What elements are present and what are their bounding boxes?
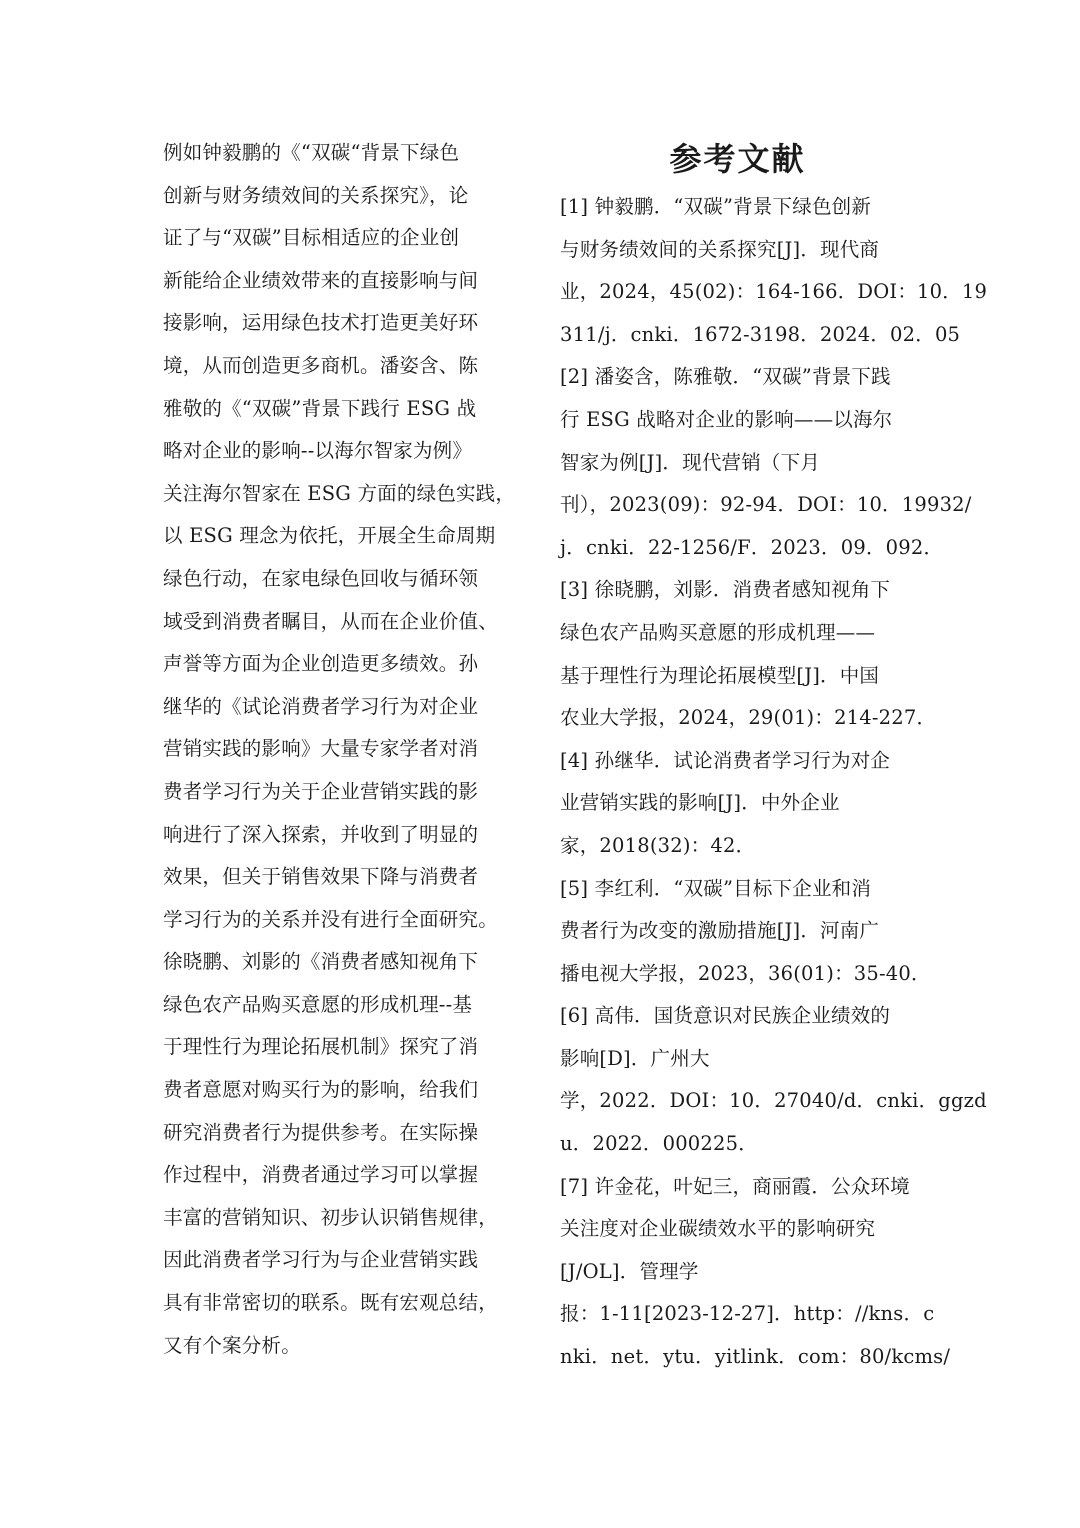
body-line: 继华的《试论消费者学习行为对企业 [163,694,479,718]
body-line: 域受到消费者瞩目，从而在企业价值、 [163,609,498,633]
body-line: 学习行为的关系并没有进行全面研究。 [163,907,498,931]
body-line: 绿色农产品购买意愿的形成机理--基 [163,992,473,1016]
reference-line: [J/OL]．管理学 [560,1259,699,1283]
reference-line: 费者行为改变的激励措施[J]．河南广 [560,919,880,943]
body-line: 研究消费者行为提供参考。在实际操 [163,1120,479,1144]
references-section [560,132,988,1379]
reference-line: 311/j．cnki．1672-3198．2024．02．05 [560,322,961,346]
body-line: 丰富的营销知识、初步认识销售规律， [163,1205,498,1229]
reference-line: [5] 李红利．“双碳”目标下企业和消 [560,876,872,900]
reference-line: 报：1-11[2023-12-27]．http：//kns．c [560,1302,935,1326]
body-line: 接影响，运用绿色技术打造更美好环 [163,311,479,335]
body-line: 关注海尔智家在 ESG 方面的绿色实践， [163,481,516,505]
reference-line: [4] 孙继华．试论消费者学习行为对企 [560,748,891,772]
reference-line: 刊），2023(09)：92-94．DOI：10．19932/ [560,493,972,517]
body-line: 费者意愿对购买行为的影响，给我们 [163,1078,479,1102]
body-line: 创新与财务绩效间的关系探究》，论 [163,183,469,207]
body-line: 营销实践的影响》大量专家学者对消 [163,737,479,761]
body-line: 因此消费者学习行为与企业营销实践 [163,1248,479,1272]
reference-line: 业营销实践的影响[J]．中外企业 [560,791,840,815]
reference-line: 行 ESG 战略对企业的影响——以海尔 [560,407,893,431]
body-line: 具有非常密切的联系。既有宏观总结， [163,1291,498,1315]
body-line: 以 ESG 理念为依托，开展全生命周期 [163,524,496,548]
reference-line: 学，2022．DOI：10．27040/d．cnki．ggzd [560,1089,987,1113]
reference-line: nki．net．ytu．yitlink．com：80/kcms/ [560,1345,951,1369]
reference-line: [1] 钟毅鹏．“双碳”背景下绿色创新 [560,195,872,218]
reference-line: 关注度对企业碳绩效水平的影响研究 [560,1217,876,1241]
reference-line: 业，2024，45(02)：164-166．DOI：10．19 [560,280,988,304]
body-line: 证了与“双碳”目标相适应的企业创 [163,226,460,250]
body-line: 略对企业的影响--以海尔智家为例》 [163,439,473,463]
body-line: 徐晓鹏、刘影的《消费者感知视角下 [163,950,479,974]
reference-line: 绿色农产品购买意愿的形成机理—— [560,620,876,644]
body-line: 又有个案分析。 [163,1333,301,1357]
body-line: 绿色行动，在家电绿色回收与循环领 [163,566,479,590]
reference-line: [2] 潘姿含，陈雅敬．“双碳”背景下践 [560,365,891,389]
reference-line: 基于理性行为理论拓展模型[J]．中国 [560,663,880,687]
body-line: 新能给企业绩效带来的直接影响与间 [163,268,479,292]
reference-line: u．2022．000225． [560,1132,758,1156]
body-line: 例如钟毅鹏的《“双碳“背景下绿色 [163,141,460,164]
references-list [560,186,988,1379]
body-line: 费者学习行为关于企业营销实践的影 [163,779,479,803]
body-line: 于理性行为理论拓展机制》探究了消 [163,1035,479,1059]
reference-line: 家，2018(32)：42． [560,833,756,857]
reference-line: 农业大学报，2024，29(01)：214-227． [560,706,937,730]
references-title: 参考文献 [669,140,806,178]
body-line: 响进行了深入探索，并收到了明显的 [163,822,479,846]
body-line: 作过程中，消费者通过学习可以掌握 [163,1163,479,1187]
reference-line: [3] 徐晓鹏，刘影．消费者感知视角下 [560,578,891,602]
reference-line: 播电视大学报，2023，36(01)：35-40． [560,961,931,985]
body-line: 境，从而创造更多商机。潘姿含、陈 [163,353,479,377]
body-line: 雅敬的《“双碳”背景下践行 ESG 战 [163,396,477,420]
reference-line: j．cnki．22-1256/F．2023．09．092． [560,535,944,559]
reference-line: [7] 许金花，叶妃三，商丽霞．公众环境 [560,1174,910,1198]
reference-line: [6] 高伟．国货意识对民族企业绩效的 [560,1004,891,1028]
reference-line: 影响[D]．广州大 [560,1046,710,1070]
body-line: 效果，但关于销售效果下降与消费者 [163,865,479,889]
reference-line: 智家为例[J]．现代营销（下月 [560,450,821,474]
reference-line: 与财务绩效间的关系探究[J]．现代商 [560,237,880,261]
body-line: 声誉等方面为企业创造更多绩效。孙 [163,652,479,676]
body-paragraph [163,132,525,1367]
